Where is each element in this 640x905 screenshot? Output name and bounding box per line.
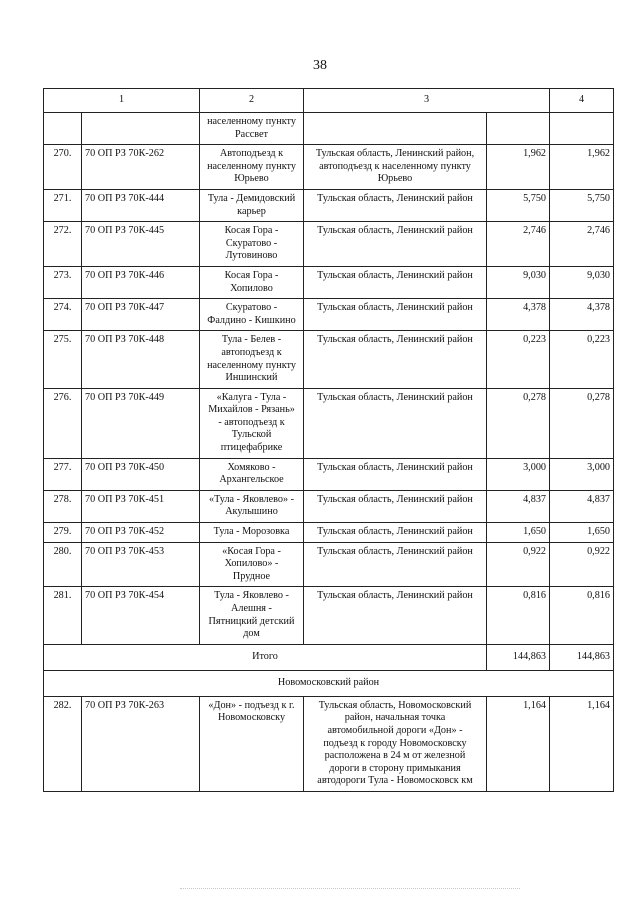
table-row-continuation: [44, 113, 614, 145]
row-number: 272.: [44, 222, 82, 267]
road-code: 70 ОП РЗ 70К-444: [82, 189, 200, 221]
row-number: 275.: [44, 331, 82, 388]
road-location: Тульская область, Ленинский район: [304, 490, 487, 522]
row-number: 277.: [44, 458, 82, 490]
road-location: Тульская область, Ленинский район: [304, 587, 487, 644]
roads-table-body: [44, 89, 614, 792]
road-code: 70 ОП РЗ 70К-451: [82, 490, 200, 522]
road-location: Тульская область, Ленинский район: [304, 523, 487, 543]
road-name: «Калуга - Тула - Михайлов - Рязань» - автоподъезд к Тульской птицефабрике: [200, 388, 304, 458]
table-row: [44, 331, 614, 388]
road-location: Тульская область, Ленинский район: [304, 388, 487, 458]
length-total: 4,378: [487, 299, 550, 331]
length-regional: 0,223: [550, 331, 614, 388]
road-location: [304, 113, 487, 145]
length-regional: 4,837: [550, 490, 614, 522]
road-name: «Косая Гора - Хопилово» - Прудное: [200, 542, 304, 587]
row-number: 278.: [44, 490, 82, 522]
length-regional: 3,000: [550, 458, 614, 490]
roads-table: [43, 88, 614, 792]
road-location: Тульская область, Ленинский район: [304, 331, 487, 388]
table-row: [44, 189, 614, 221]
total-length-regional: 144,863: [550, 644, 614, 670]
length-regional: [550, 113, 614, 145]
length-total: 3,000: [487, 458, 550, 490]
table-header-row: [44, 89, 614, 113]
road-location: Тульская область, Ленинский район, автоподъезд к населенному пункту Юрьево: [304, 145, 487, 190]
road-code: 70 ОП РЗ 70К-452: [82, 523, 200, 543]
road-location: Тульская область, Ленинский район: [304, 458, 487, 490]
road-code: 70 ОП РЗ 70К-445: [82, 222, 200, 267]
total-label: Итого: [44, 644, 487, 670]
length-total: 1,650: [487, 523, 550, 543]
road-code: [82, 113, 200, 145]
section-heading-row: [44, 670, 614, 696]
table-row: [44, 490, 614, 522]
row-number: 282.: [44, 696, 82, 791]
road-code: 70 ОП РЗ 70К-263: [82, 696, 200, 791]
road-location: Тульская область, Ленинский район: [304, 222, 487, 267]
road-code: 70 ОП РЗ 70К-262: [82, 145, 200, 190]
length-regional: 0,278: [550, 388, 614, 458]
road-name: Хомяково - Архангельское: [200, 458, 304, 490]
road-location: Тульская область, Ленинский район: [304, 542, 487, 587]
table-row: [44, 266, 614, 298]
total-row: [44, 644, 614, 670]
road-name: Косая Гора - Хопилово: [200, 266, 304, 298]
length-regional: 2,746: [550, 222, 614, 267]
length-regional: 1,962: [550, 145, 614, 190]
length-total: [487, 113, 550, 145]
length-total: 2,746: [487, 222, 550, 267]
length-total: 0,278: [487, 388, 550, 458]
row-number: 280.: [44, 542, 82, 587]
road-location: Тульская область, Ленинский район: [304, 189, 487, 221]
table-row: [44, 145, 614, 190]
road-code: 70 ОП РЗ 70К-453: [82, 542, 200, 587]
length-regional: 5,750: [550, 189, 614, 221]
length-regional: 1,164: [550, 696, 614, 791]
road-code: 70 ОП РЗ 70К-454: [82, 587, 200, 644]
road-name: Тула - Демидовский карьер: [200, 189, 304, 221]
row-number: 270.: [44, 145, 82, 190]
row-number: 281.: [44, 587, 82, 644]
length-regional: 4,378: [550, 299, 614, 331]
row-number: 274.: [44, 299, 82, 331]
road-location: Тульская область, Ленинский район: [304, 299, 487, 331]
length-total: 1,962: [487, 145, 550, 190]
table-row: [44, 696, 614, 791]
length-total: 1,164: [487, 696, 550, 791]
road-code: 70 ОП РЗ 70К-447: [82, 299, 200, 331]
row-number: 279.: [44, 523, 82, 543]
total-length-total: 144,863: [487, 644, 550, 670]
scan-artifact-line: [180, 888, 520, 891]
row-number: 276.: [44, 388, 82, 458]
length-total: 5,750: [487, 189, 550, 221]
road-name: Тула - Белев - автоподъезд к населенному пункту Иншинский: [200, 331, 304, 388]
table-row: [44, 458, 614, 490]
row-number: [44, 113, 82, 145]
length-regional: 9,030: [550, 266, 614, 298]
table-row: [44, 388, 614, 458]
table-row: [44, 299, 614, 331]
row-number: 271.: [44, 189, 82, 221]
header-cell-4: 4: [550, 89, 614, 113]
road-code: 70 ОП РЗ 70К-450: [82, 458, 200, 490]
road-code: 70 ОП РЗ 70К-446: [82, 266, 200, 298]
road-name: Скуратово - Фалдино - Кишкино: [200, 299, 304, 331]
road-location: Тульская область, Ленинский район: [304, 266, 487, 298]
road-name: Тула - Яковлево - Алешня - Пятницкий детский дом: [200, 587, 304, 644]
length-total: 0,922: [487, 542, 550, 587]
page-number: 38: [313, 58, 327, 73]
road-name: Косая Гора - Скуратово - Лутовиново: [200, 222, 304, 267]
table-row: [44, 587, 614, 644]
road-name: «Дон» - подъезд к г. Новомосковску: [200, 696, 304, 791]
length-total: 4,837: [487, 490, 550, 522]
length-total: 0,223: [487, 331, 550, 388]
road-name: «Тула - Яковлево» - Акулышино: [200, 490, 304, 522]
header-cell-1: 1: [44, 89, 200, 113]
header-cell-3: 3: [304, 89, 550, 113]
length-total: 9,030: [487, 266, 550, 298]
road-name: Автоподъезд к населенному пункту Юрьево: [200, 145, 304, 190]
length-total: 0,816: [487, 587, 550, 644]
length-regional: 0,922: [550, 542, 614, 587]
road-name: Тула - Морозовка: [200, 523, 304, 543]
row-number: 273.: [44, 266, 82, 298]
length-regional: 1,650: [550, 523, 614, 543]
road-code: 70 ОП РЗ 70К-449: [82, 388, 200, 458]
road-name: населенному пункту Рассвет: [200, 113, 304, 145]
road-location: Тульская область, Новомосковский район, начальная точка автомобильной дороги «Дон» - подъезд к городу Новомосковску расположена в 24 м от железной дороги в сторону примыкания автодороги Тула - Новомосковск км: [304, 696, 487, 791]
table-row: [44, 222, 614, 267]
header-cell-2: 2: [200, 89, 304, 113]
table-row: [44, 523, 614, 543]
section-title: Новомосковский район: [44, 670, 614, 696]
road-code: 70 ОП РЗ 70К-448: [82, 331, 200, 388]
table-row: [44, 542, 614, 587]
length-regional: 0,816: [550, 587, 614, 644]
